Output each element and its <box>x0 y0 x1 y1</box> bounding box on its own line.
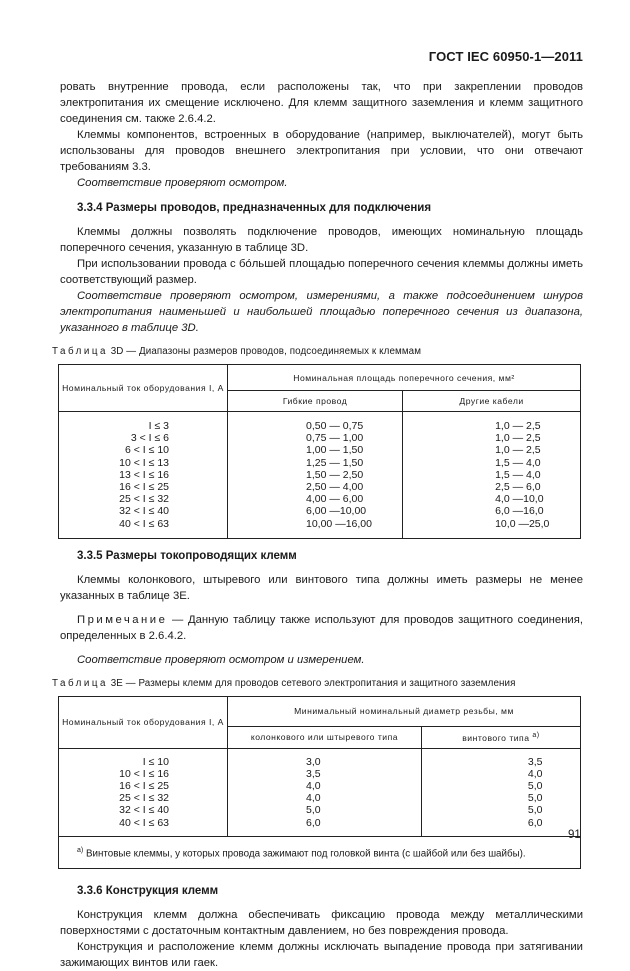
table-cell: 6,0 <box>306 816 321 829</box>
table-column-current <box>59 748 228 836</box>
table-3e-caption: Таблица 3E — Размеры клемм для проводов сетевого электропитания и защитного заземления <box>52 677 516 689</box>
table-cell: 10 < I ≤ 13 <box>119 456 169 469</box>
section-heading-3-3-6: 3.3.6 Конструкция клемм <box>77 885 219 898</box>
table-cell: 1,50 — 2,50 <box>306 468 364 481</box>
paragraph: Конструкция клемм должна обеспечивать фиксацию провода между металлическими поверхностями с достаточным контактным давлением, но без повреждения провода. <box>60 909 583 938</box>
table-cell: 6,00 —10,00 <box>306 505 367 518</box>
paragraph: Клеммы компонентов, встроенных в оборудование (например, выключателей), могут быть использованы для проводов внешнего электропитания при условии, что они отвечают требованиям 3.3. <box>60 129 583 173</box>
table-header-diameter: Минимальный номинальный диаметр резьбы, мм <box>228 696 581 726</box>
table-header-screw: винтового типа $^{a)}$ <box>421 726 580 748</box>
table-cell: 0,75 — 1,00 <box>306 432 364 445</box>
paragraph: Конструкция и расположение клемм должны исключать выпадение провода при затягивании зажимающих винтов или гаек. <box>60 941 583 970</box>
table-3d <box>58 364 581 539</box>
table-column-current <box>59 412 228 539</box>
table-header-current: Номинальный ток оборудования I, А <box>59 365 228 412</box>
table-cell: 10 < I ≤ 16 <box>119 767 169 780</box>
table-cell: 5,0 <box>527 780 543 793</box>
table-cell: 2,50 — 4,00 <box>306 480 364 493</box>
table-cell: 16 < I ≤ 25 <box>119 480 169 493</box>
table-cell: 40 < I ≤ 63 <box>119 816 169 829</box>
table-cell: 3 < I ≤ 6 <box>130 432 169 445</box>
table-column-pillar <box>228 748 422 836</box>
table-3d-caption: Таблица 3D — Диапазоны размеров проводов, подсоединяемых к клеммам <box>52 346 422 357</box>
table-cell: 4,00 — 6,00 <box>306 493 364 506</box>
table-cell: 10,00 —16,00 <box>306 517 372 530</box>
table-cell: 0,50 — 0,75 <box>306 420 364 432</box>
paragraph: Клеммы колонкового, штыревого или винтового типа должны иметь размеры не менее указанных в таблице 3E. <box>60 573 583 602</box>
table-header-current: Номинальный ток оборудования I, А <box>59 696 228 748</box>
standard-header: ГОСТ IEC 60950-1—2011 <box>428 49 583 64</box>
table-cell: 1,00 — 1,50 <box>306 444 364 457</box>
table-3e <box>58 696 581 869</box>
paragraph: ровать внутренние провода, если расположены так, что при закреплении проводов электропитания их смещение исключено. Для клемм защитного заземления и клемм защитного соединения см. также 2.6.4.2. <box>60 81 583 125</box>
paragraph: При использовании провода с бо́льшей площадью поперечного сечения клеммы должны иметь соответствующий размер. <box>60 258 583 286</box>
table-cell: 1,5 — 4,0 <box>495 456 541 469</box>
table-cell: 5,0 <box>527 792 543 805</box>
table-cell: 6,0 <box>527 816 543 829</box>
table-cell: 5,0 <box>527 804 543 817</box>
section-heading-3-3-5: 3.3.5 Размеры токопроводящих клемм <box>77 549 297 562</box>
table-cell: I ≤ 3 <box>148 420 169 432</box>
table-cell: 25 < I ≤ 32 <box>119 493 169 506</box>
table-cell: 4,0 —10,0 <box>495 493 544 506</box>
table-column-other <box>403 412 581 539</box>
table-cell: 1,0 — 2,5 <box>495 444 541 457</box>
table-cell: 3,5 <box>306 767 321 780</box>
table-cell: 13 < I ≤ 16 <box>119 468 169 481</box>
table-cell: 10,0 —25,0 <box>495 517 550 530</box>
table-cell: 6,0 —16,0 <box>495 505 544 518</box>
table-cell: 40 < I ≤ 63 <box>119 517 169 530</box>
compliance-note: Соответствие проверяют осмотром. <box>77 177 288 189</box>
table-header-other: Другие кабели <box>403 391 581 412</box>
table-cell: I ≤ 10 <box>142 755 169 768</box>
table-cell: 1,0 — 2,5 <box>495 432 541 445</box>
table-cell: 32 < I ≤ 40 <box>119 505 169 518</box>
table-cell: 4,0 <box>527 767 543 780</box>
document-body <box>52 79 583 971</box>
paragraph: Клеммы должны позволять подключение проводов, имеющих номинальную площадь поперечного сечения, указанную в таблице 3D. <box>60 226 583 254</box>
table-cell: 5,0 <box>306 804 321 817</box>
table-cell: 4,0 <box>306 780 321 793</box>
table-cell: 32 < I ≤ 40 <box>119 804 169 817</box>
page-number: 91 <box>568 829 581 841</box>
table-cell: 1,5 — 4,0 <box>495 468 541 481</box>
compliance-note: Соответствие проверяют осмотром и измерением. <box>77 653 365 666</box>
table-cell: 4,0 <box>306 792 321 805</box>
table-cell: 3,0 <box>306 755 321 768</box>
section-heading-3-3-4: 3.3.4 Размеры проводов, предназначенных для подключения <box>77 202 432 214</box>
table-cell: 25 < I ≤ 32 <box>119 792 169 805</box>
note: Примечание — Данную таблицу также используют для проводов защитного соединения, определенных в 2.6.4.2. <box>60 613 583 642</box>
table-cell: 3,5 <box>527 755 543 768</box>
table-header-flex: Гибкие провод <box>228 391 403 412</box>
table-column-screw <box>421 748 580 836</box>
table-cell: 6 < I ≤ 10 <box>125 444 169 457</box>
table-column-flex <box>228 412 403 539</box>
table-footnote: $^{a)}$ Винтовые клеммы, у которых провода зажимают под головкой винта (с шайбой или без шайбы). <box>59 836 581 868</box>
table-cell: 1,25 — 1,50 <box>306 456 364 469</box>
table-cell: 1,0 — 2,5 <box>495 420 541 432</box>
table-cell: 2,5 — 6,0 <box>495 480 541 493</box>
table-header-pillar: колонкового или штыревого типа <box>228 726 422 748</box>
table-cell: 16 < I ≤ 25 <box>119 780 169 793</box>
table-header-area: Номинальная площадь поперечного сечения, мм² <box>228 365 581 391</box>
compliance-note: Соответствие проверяют осмотром, измерениями, а также подсоединением шнуров электропитания наименьшей и наибольшей площадью поперечного сечения из диапазона, указанного в таблице 3D. <box>60 290 583 334</box>
